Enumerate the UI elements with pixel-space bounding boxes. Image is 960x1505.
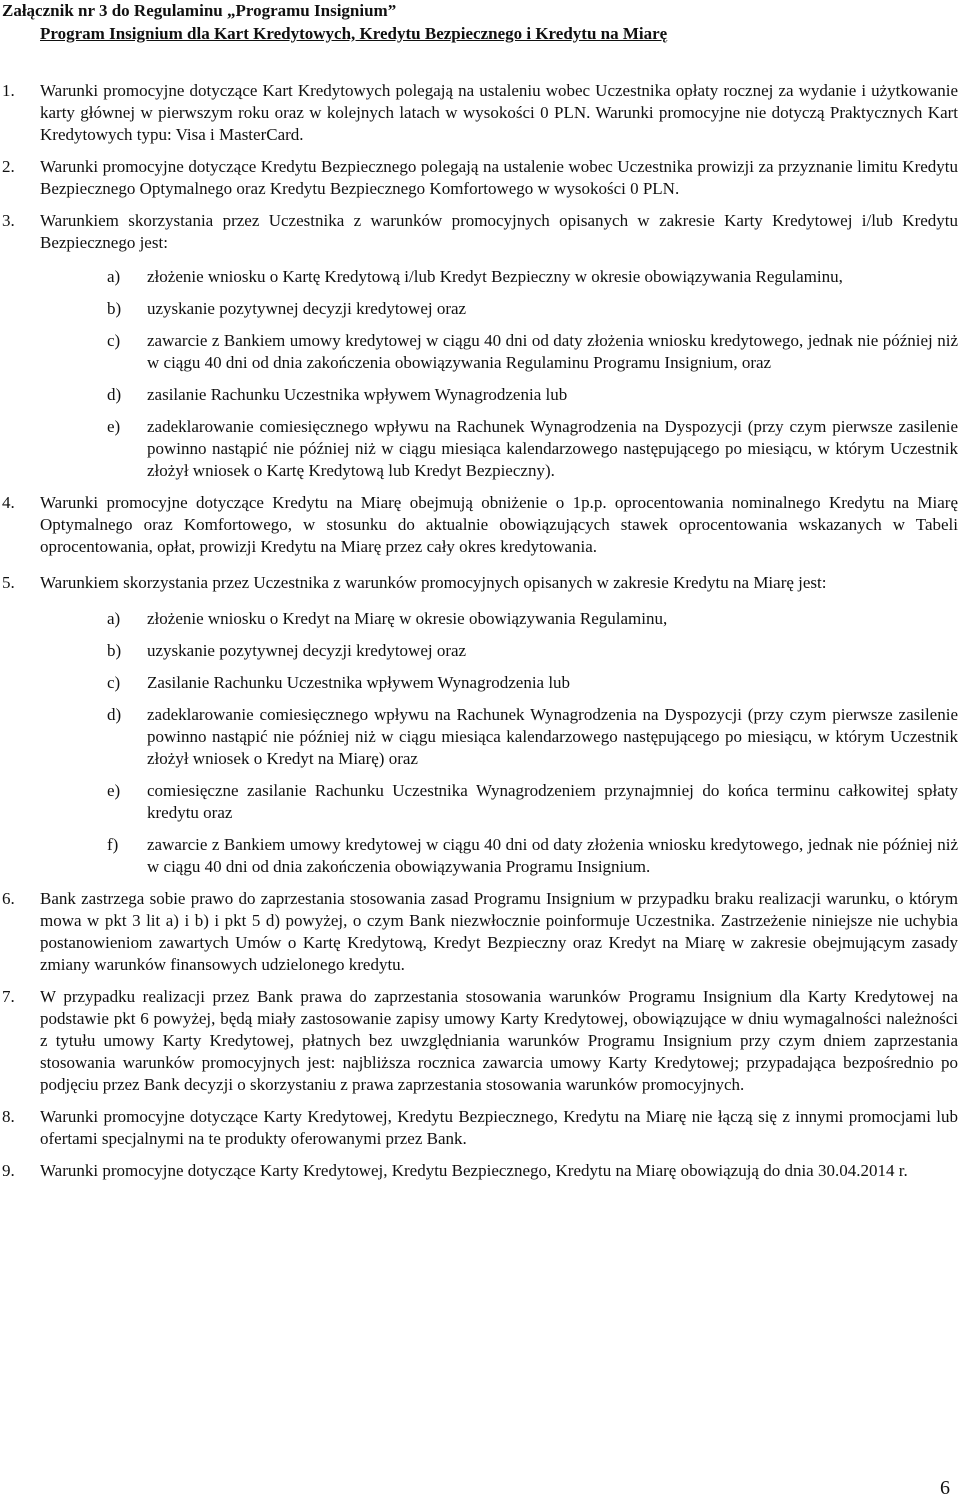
item-number: 5. bbox=[2, 573, 15, 592]
sublist-item bbox=[107, 416, 958, 482]
sublist-text: złożenie wniosku o Kredyt na Miarę w okresie obowiązywania Regulaminu, bbox=[147, 609, 668, 628]
sublist-letter: d) bbox=[107, 385, 122, 404]
sublist-item bbox=[107, 834, 958, 878]
sublist-letter: d) bbox=[107, 705, 122, 724]
item-text: Warunkiem skorzystania przez Uczestnika z warunków promocyjnych opisanych w zakresie Karty Kredytowej i/lub Kredytu Bezpiecznego jest: bbox=[40, 211, 958, 252]
document-title: Załącznik nr 3 do Regulaminu „Programu Insignium” bbox=[2, 1, 397, 20]
sublist-text: uzyskanie pozytywnej decyzji kredytowej oraz bbox=[147, 299, 467, 318]
sublist bbox=[107, 266, 958, 482]
sublist-letter: e) bbox=[107, 417, 121, 436]
sublist-letter: a) bbox=[107, 267, 121, 286]
item-number: 6. bbox=[2, 889, 15, 908]
sublist-item bbox=[107, 704, 958, 770]
sublist-text: zawarcie z Bankiem umowy kredytowej w ciągu 40 dni od daty złożenia wniosku kredytowego, jednak nie później niż w ciągu 40 dni od dnia zakończenia obowiązywania Programu Insignium. bbox=[147, 835, 958, 876]
sublist-text: złożenie wniosku o Kartę Kredytową i/lub Kredyt Bezpieczny w okresie obowiązywania Regulaminu, bbox=[147, 267, 843, 286]
sublist-item bbox=[107, 298, 958, 320]
page-number: 6 bbox=[940, 1477, 950, 1499]
sublist-letter: b) bbox=[107, 641, 122, 660]
item-number: 3. bbox=[2, 211, 15, 230]
sublist-item bbox=[107, 266, 958, 288]
sublist-letter: e) bbox=[107, 781, 121, 800]
item-text: Bank zastrzega sobie prawo do zaprzestania stosowania zasad Programu Insignium w przypadku braku realizacji warunku, o którym mowa w pkt 3 lit a) i b) i pkt 5 d) powyżej, o czym Bank niezwłocznie poinformuje Uczestnika. Zastrzeżenie niniejsze nie uchybia postanowieniom zawartych Umów o Kartę Kredytową, Kredyt Bezpieczny oraz Kredyt na Miarę w zakresie obejmującym zasady zmiany warunków finansowych udzielonego kredytu. bbox=[40, 889, 958, 974]
sublist-letter: a) bbox=[107, 609, 121, 628]
item-text: Warunki promocyjne dotyczące Kart Kredytowych polegają na ustaleniu wobec Uczestnika opłaty rocznej za wydanie i użytkowanie karty głównej w pierwszym roku oraz w kolejnych latach w wysokości 0 PLN. Warunki promocyjne nie dotyczą Praktycznych Kart Kredytowych typu: Visa i MasterCard. bbox=[40, 81, 958, 144]
sublist-letter: c) bbox=[107, 331, 121, 350]
item-number: 1. bbox=[2, 81, 15, 100]
sublist-text: zasilanie Rachunku Uczestnika wpływem Wynagrodzenia lub bbox=[147, 385, 568, 404]
document-subtitle: Program Insignium dla Kart Kredytowych, Kredytu Bezpiecznego i Kredytu na Miarę bbox=[40, 24, 668, 43]
item-text: Warunkiem skorzystania przez Uczestnika z warunków promocyjnych opisanych w zakresie Kredytu na Miarę jest: bbox=[40, 573, 827, 592]
list-item bbox=[0, 1106, 960, 1150]
item-text: Warunki promocyjne dotyczące Kredytu na Miarę obejmują obniżenie o 1p.p. oprocentowania nominalnego Kredytu na Miarę Optymalnego oraz Komfortowego, w stosunku do aktualnie obowiązujących stawek oprocentowania wskazanych w Tabeli oprocentowania, opłat, prowizji Kredytu na Miarę przez cały okres kredytowania. bbox=[40, 493, 958, 556]
sublist-text: zadeklarowanie comiesięcznego wpływu na Rachunek Wynagrodzenia na Dyspozycji (przy czym pierwsze zasilenie powinno nastąpić nie później niż w ciągu miesiąca kalendarzowego następującego po miesiącu, w którym Uczestnik złożył wniosek o Kredyt na Miarę) oraz bbox=[147, 705, 958, 768]
item-number: 9. bbox=[2, 1161, 15, 1180]
list-item bbox=[0, 1160, 960, 1182]
sublist-item bbox=[107, 330, 958, 374]
item-number: 4. bbox=[2, 493, 15, 512]
item-text: Warunki promocyjne dotyczące Karty Kredytowej, Kredytu Bezpiecznego, Kredytu na Miarę obowiązują do dnia 30.04.2014 r. bbox=[40, 1161, 908, 1180]
sublist-item bbox=[107, 384, 958, 406]
list-item bbox=[0, 80, 960, 146]
list-item bbox=[0, 210, 960, 254]
sublist-item bbox=[107, 780, 958, 824]
sublist-text: zadeklarowanie comiesięcznego wpływu na Rachunek Wynagrodzenia na Dyspozycji (przy czym pierwsze zasilenie powinno nastąpić nie później niż w ciągu miesiąca kalendarzowego następującego po miesiącu, w którym Uczestnik złożył wniosek o Kartę Kredytową lub Kredyt Bezpieczny). bbox=[147, 417, 958, 480]
regulations-list bbox=[0, 80, 960, 1182]
sublist-item bbox=[107, 608, 958, 630]
sublist-letter: b) bbox=[107, 299, 122, 318]
sublist-letter: f) bbox=[107, 835, 119, 854]
sublist-item bbox=[107, 672, 958, 694]
list-item bbox=[0, 492, 960, 558]
item-number: 7. bbox=[2, 987, 15, 1006]
sublist-text: comiesięczne zasilanie Rachunku Uczestnika Wynagrodzeniem przynajmniej do końca terminu całkowitej spłaty kredytu oraz bbox=[147, 781, 958, 822]
item-text: Warunki promocyjne dotyczące Karty Kredytowej, Kredytu Bezpiecznego, Kredytu na Miarę nie łączą się z innymi promocjami lub ofertami specjalnymi na te produkty oferowanymi przez Bank. bbox=[40, 1107, 958, 1148]
sublist-item bbox=[107, 640, 958, 662]
sublist-text: Zasilanie Rachunku Uczestnika wpływem Wynagrodzenia lub bbox=[147, 673, 571, 692]
sublist bbox=[107, 608, 958, 878]
list-item bbox=[0, 572, 960, 594]
list-item bbox=[0, 156, 960, 200]
list-item bbox=[0, 888, 960, 976]
item-number: 2. bbox=[2, 157, 15, 176]
list-item bbox=[0, 986, 960, 1096]
item-text: W przypadku realizacji przez Bank prawa do zaprzestania stosowania warunków Programu Insignium dla Karty Kredytowej na podstawie pkt 6 powyżej, będą miały zastosowanie zapisy umowy Karty Kredytowej, obowiązujące w dniu wymagalności należności z tytułu umowy Karty Kredytowej, płatnych bez uwzględniania warunków Programu Insignium przy czym dniem zaprzestania stosowania warunków promocyjnych jest: najbliższa rocznica zawarcia umowy Karty Kredytowej; przypadająca bezpośrednio po podjęciu przez Bank decyzji o skorzystaniu z prawa zaprzestania stosowania warunków promocyjnych. bbox=[40, 987, 958, 1094]
sublist-text: uzyskanie pozytywnej decyzji kredytowej oraz bbox=[147, 641, 467, 660]
sublist-text: zawarcie z Bankiem umowy kredytowej w ciągu 40 dni od daty złożenia wniosku kredytowego, jednak nie później niż w ciągu 40 dni od dnia zakończenia obowiązywania Regulaminu Programu Insignium, oraz bbox=[147, 331, 958, 372]
item-number: 8. bbox=[2, 1107, 15, 1126]
item-text: Warunki promocyjne dotyczące Kredytu Bezpiecznego polegają na ustalenie wobec Uczestnika prowizji za przyznanie limitu Kredytu Bezpiecznego Optymalnego oraz Kredytu Bezpiecznego Komfortowego w wysokości 0 PLN. bbox=[40, 157, 958, 198]
sublist-letter: c) bbox=[107, 673, 121, 692]
